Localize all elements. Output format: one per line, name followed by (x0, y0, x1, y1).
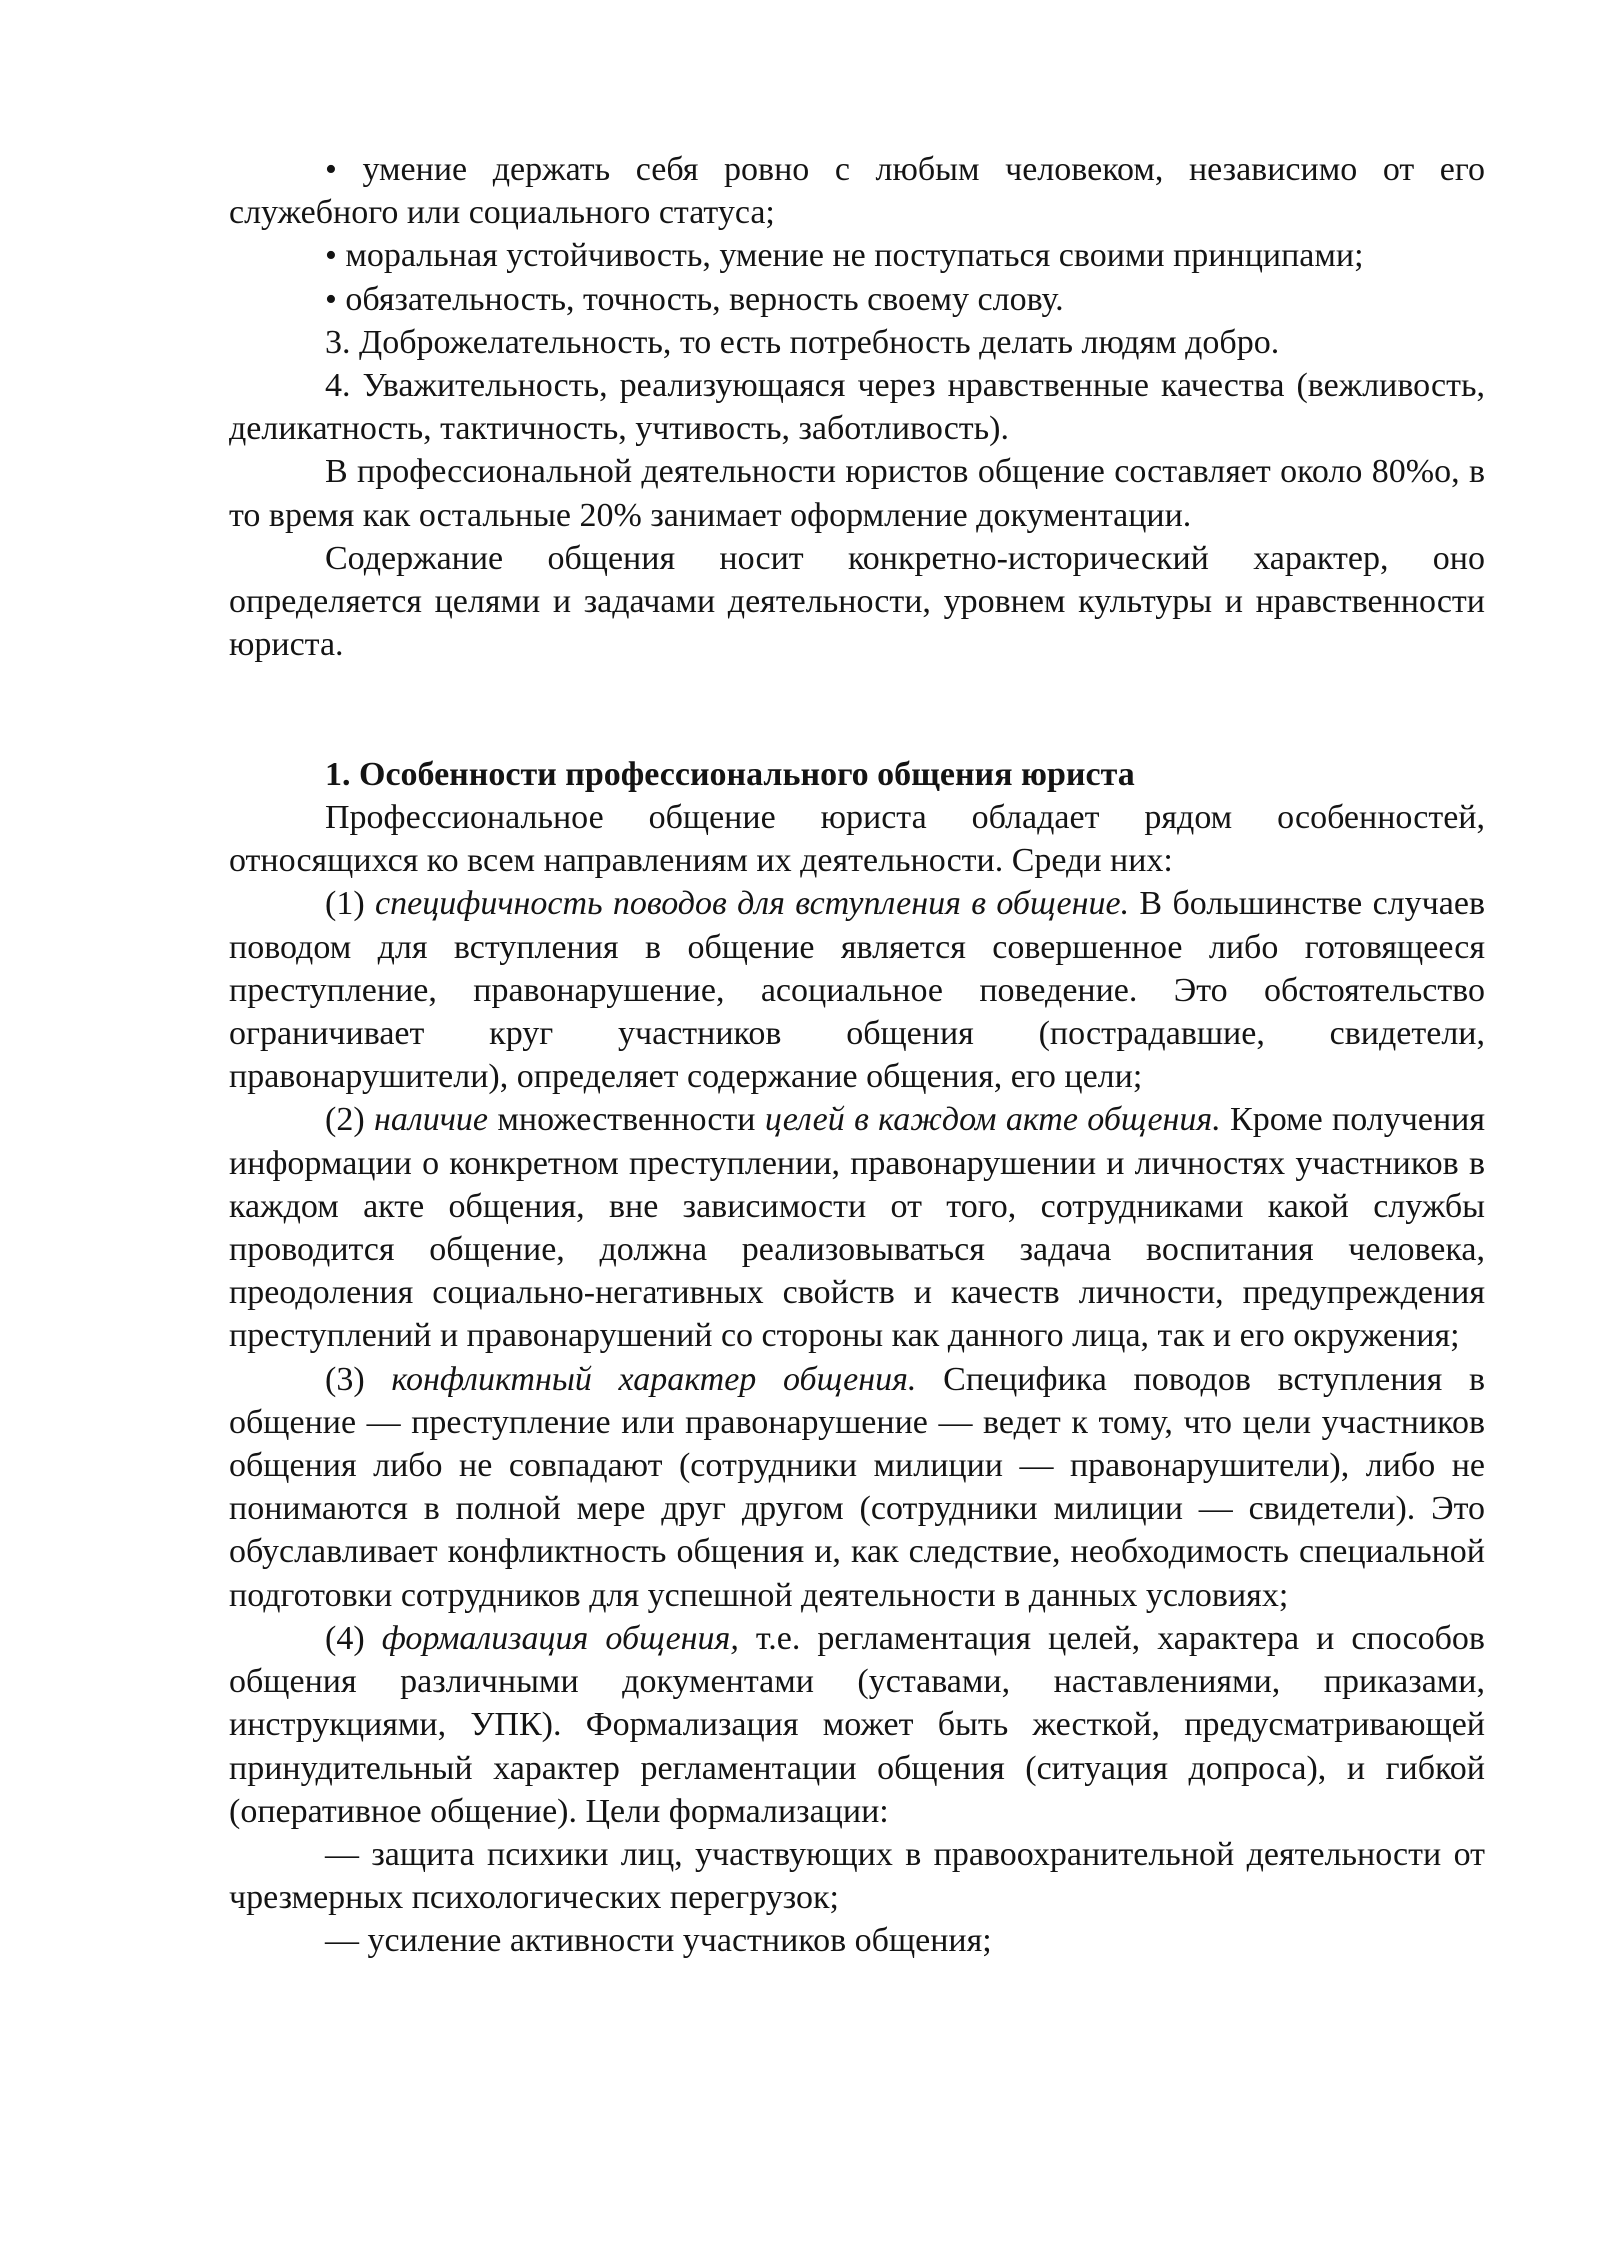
formalization-goal-2: — усиление активности участников общения; (325, 1922, 992, 1960)
feature-item-2-title-mid: множественности (488, 1101, 765, 1139)
feature-item-3-number: (3) (325, 1360, 392, 1398)
feature-item-1-number: (1) (325, 885, 376, 923)
formalization-goal-1: — защита психики лиц, участвующих в правоохранительной деятельности от чрезмерных психологических перегрузок; (229, 1835, 1485, 1917)
feature-item-1-title: специфичность поводов для вступления в общение. (375, 885, 1130, 923)
feature-item-3 (229, 1358, 1485, 1617)
numbered-item-respectfulness: 4. Уважительность, реализующаяся через нравственные качества (вежливость, деликатность, тактичность, учтивость, заботливость). (229, 367, 1485, 448)
feature-item-1 (229, 882, 1485, 1098)
feature-item-4-number: (4) (325, 1619, 382, 1657)
paragraph-communication-content: Содержание общения носит конкретно-исторический характер, оно определяется целями и задачами деятельности, уровнем культуры и нравственности юриста. (229, 539, 1485, 664)
numbered-item-benevolence: 3. Доброжелательность, то есть потребность делать людям добро. (325, 323, 1280, 361)
feature-item-4 (229, 1617, 1485, 1833)
feature-item-4-title: формализация общения, (381, 1619, 739, 1657)
feature-item-2-text: Кроме получения информации о конкретном преступлении, правонарушении и личностях участников в каждом акте общения, вне зависимости от того, сотрудниками какой службы проводится общение, должна реализовываться задача воспитания человека, преодоления социально-негативных свойств и качеств личности, предупреждения преступлений и правонарушений со стороны как данного лица, так и его окружения; (229, 1101, 1485, 1355)
feature-item-2-number: (2) (325, 1101, 374, 1139)
bullet-item-moral-stability: • моральная устойчивость, умение не поступаться своими принципами; (325, 237, 1364, 275)
bullet-item-composure: • умение держать себя ровно с любым человеком, независимо от его служебного или социального статуса; (229, 151, 1485, 232)
section-intro-paragraph: Профессиональное общение юриста обладает рядом особенностей, относящихся ко всем направлениям их деятельности. Среди них: (229, 799, 1485, 880)
feature-item-3-title: конфликтный характер общения. (391, 1360, 917, 1398)
feature-item-4-text: т.е. регламентация целей, характера и способов общения различными документами (уставами, наставлениями, приказами, инструкциями, УПК). Формализация может быть жесткой, предусматривающей принудительный характер регламентации общения (ситуация допроса), и гибкой (оперативное общение). Цели формализации: (229, 1619, 1485, 1830)
feature-item-2 (229, 1098, 1485, 1357)
paragraph-communication-share: В профессиональной деятельности юристов общение составляет около 80%о, в то время как остальные 20% занимает оформление документации. (229, 453, 1485, 534)
section-spacer (229, 666, 1485, 752)
feature-item-2-title-b: целей в каждом акте общения. (764, 1101, 1221, 1139)
document-page (229, 148, 1485, 1963)
bullet-item-reliability: • обязательность, точность, верность своему слову. (325, 280, 1064, 318)
feature-item-1-text: В большинстве случаев поводом для вступления в общение является совершенное либо готовящееся преступление, правонарушение, асоциальное поведение. Это обстоятельство ограничивает круг участников общения (пострадавшие, свидетели, правонарушители), определяет содержание общения, его цели; (229, 885, 1486, 1096)
feature-item-2-title-a: наличие (374, 1101, 489, 1139)
section-heading: 1. Особенности профессионального общения юриста (325, 755, 1135, 793)
feature-item-3-text: Специфика поводов вступления в общение — преступление или правонарушение — ведет к тому, что цели участников общения либо не совпадают (сотрудники милиции — правонарушители), либо не понимаются в полной мере друг другом (сотрудники милиции — свидетели). Это обуславливает конфликтность общения и, как следствие, необходимость специальной подготовки сотрудников для успешной деятельности в данных условиях; (229, 1360, 1485, 1614)
